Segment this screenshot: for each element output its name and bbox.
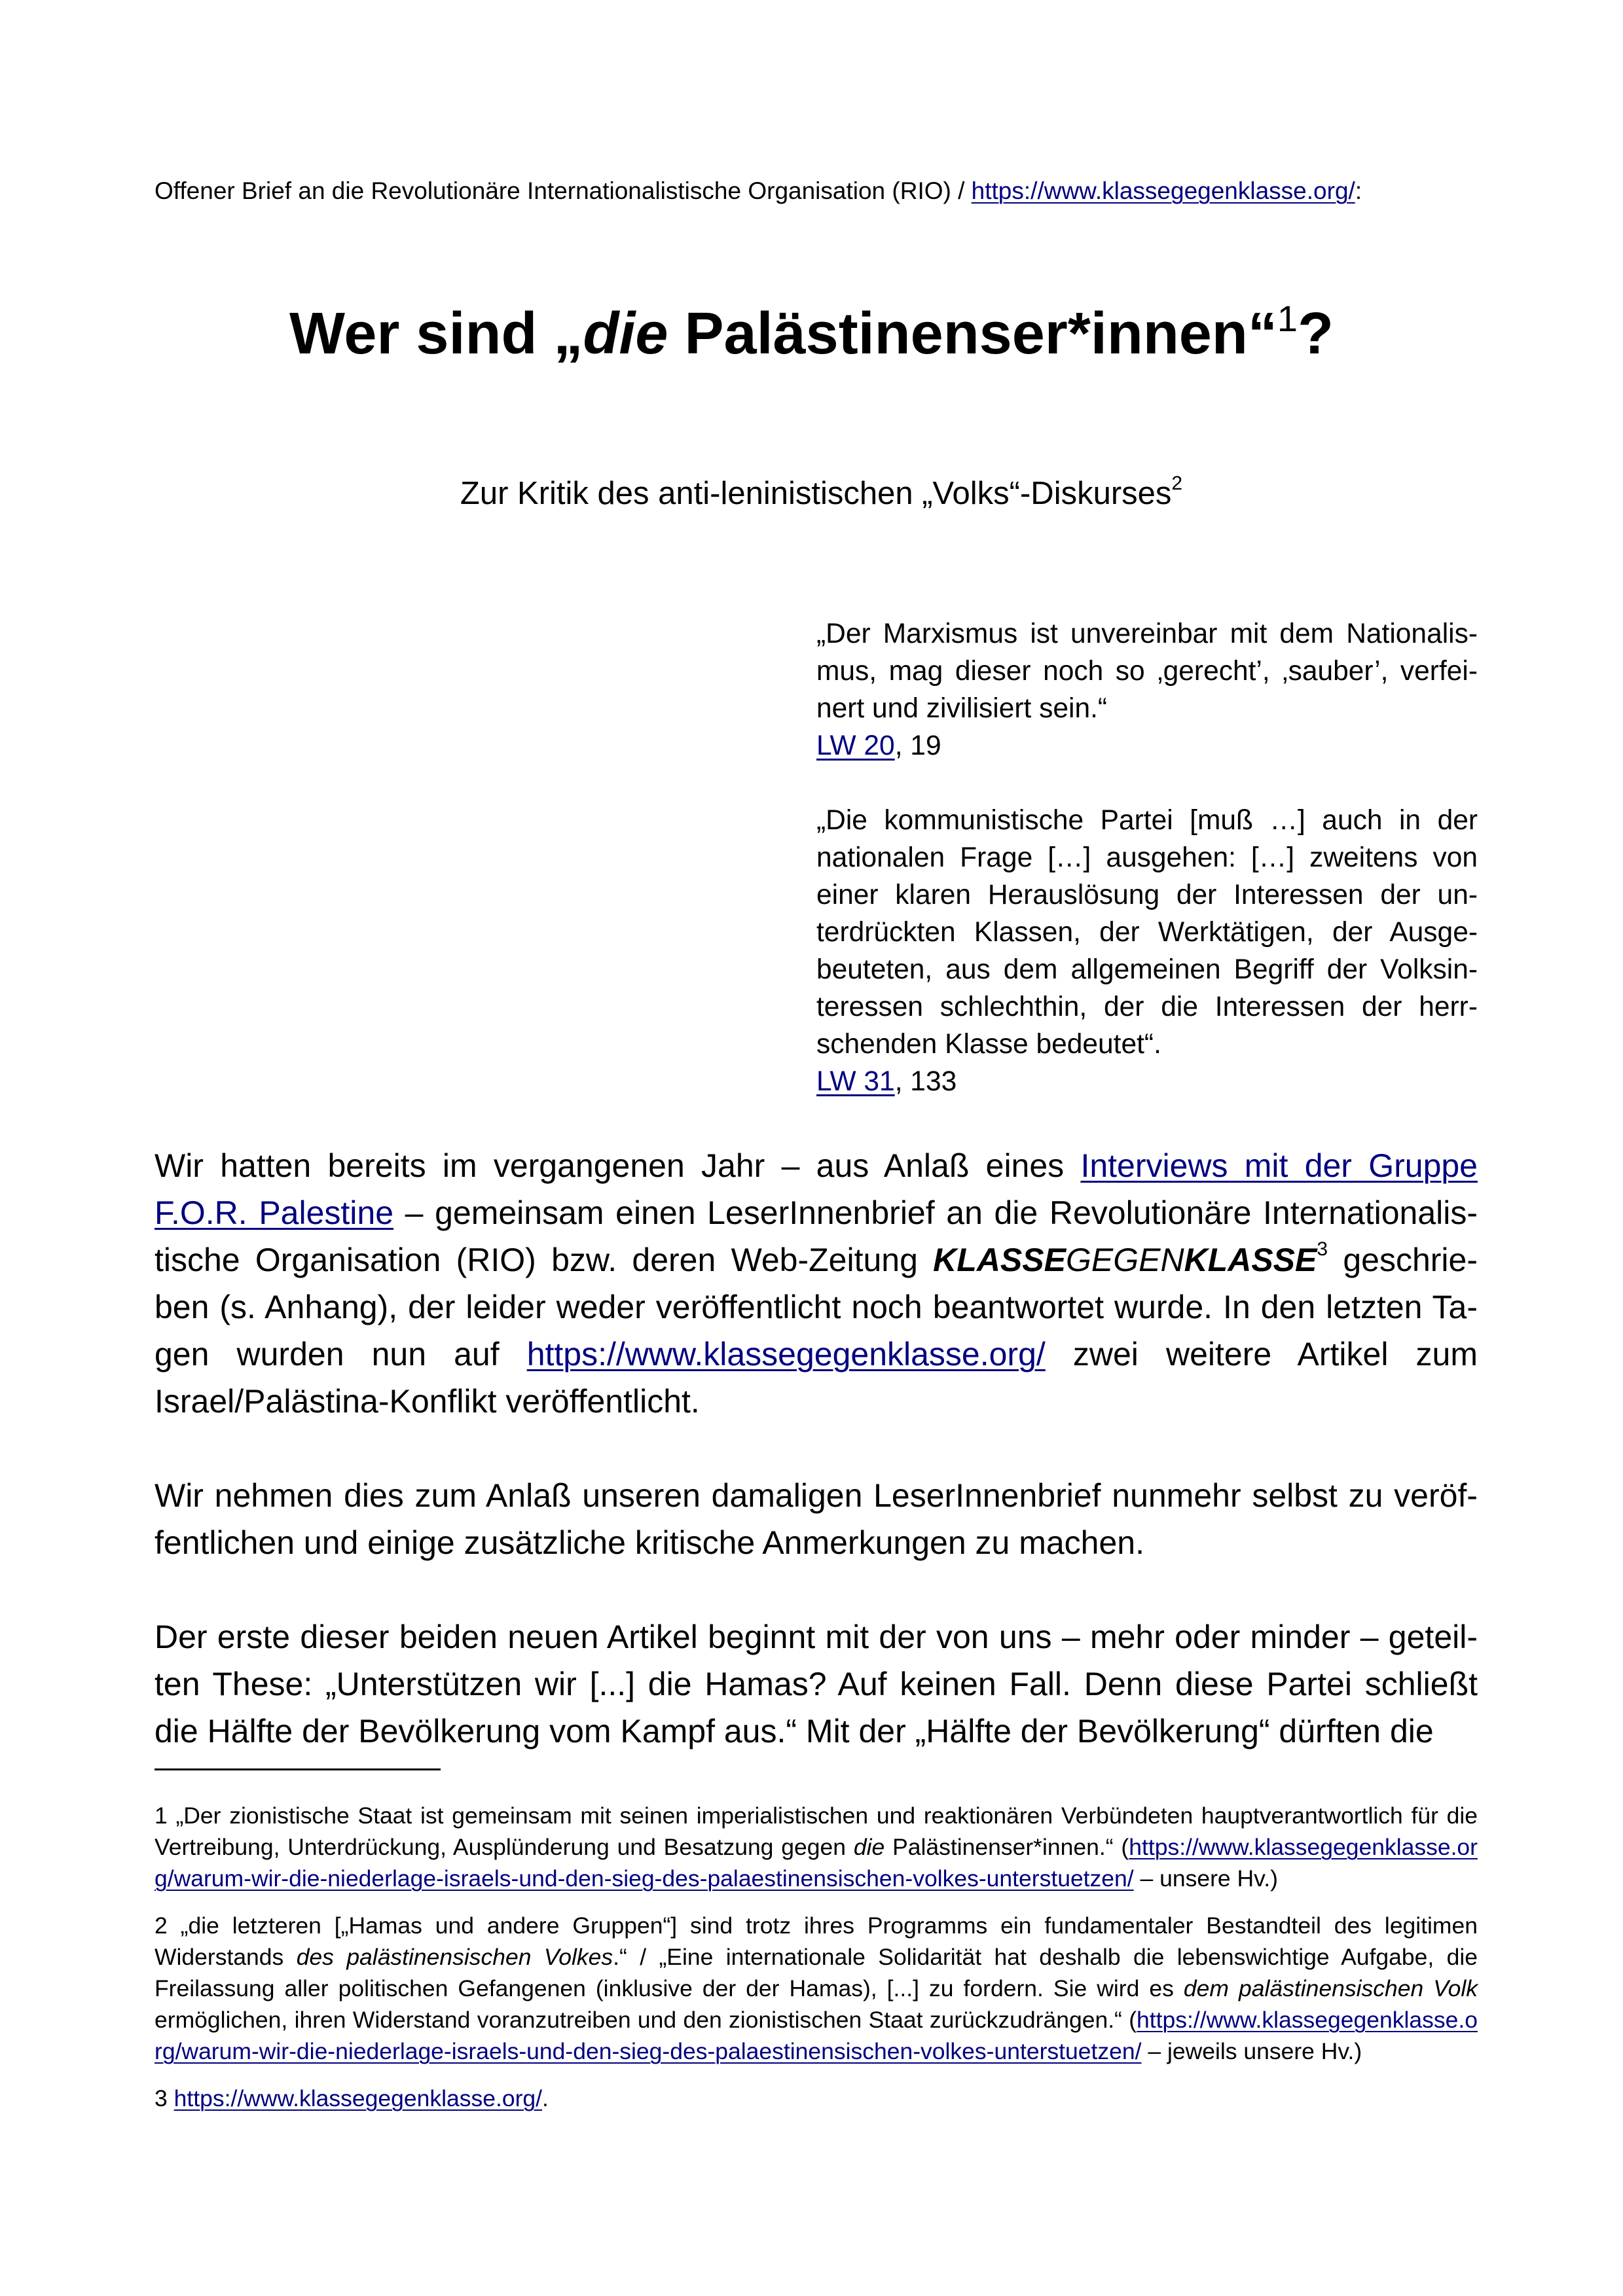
header-link[interactable]: https://www.klassegegenklasse.org/	[971, 177, 1355, 204]
footnote-1-italic: die	[853, 1834, 885, 1860]
footnote-3-number: 3	[155, 2085, 168, 2111]
page-title	[0, 295, 1623, 373]
footnote-1	[155, 1800, 1478, 1894]
footnote-1-text-2: Palästinenser*innen.“ (	[884, 1834, 1129, 1860]
footnote-ref-1[interactable]: 1	[1277, 298, 1298, 339]
paragraph-3: Der erste dieser beiden neuen Artikel beginnt mit der von uns – mehr oder minder – geteilten These: „Unterstützen wir [...] die Hamas? Auf keinen Fall. Denn diese Partei schließt die Hälfte der Bevölkerung vom Kampf aus.“ Mit der „Hälfte der Bevölkerung“ dürften die	[155, 1619, 1478, 1749]
footnote-3-link[interactable]: https://www.klassegegenklasse.org/	[173, 2085, 542, 2111]
footnote-2-number: 2	[155, 1912, 168, 1939]
paragraph-2: Wir nehmen dies zum Anlaß unseren damaligen LeserInnenbrief nunmehr selbst zu veröffentlichen und einige zusätzliche kritische Anmerkungen zu machen.	[155, 1477, 1478, 1561]
title-text-3: ?	[1297, 301, 1334, 367]
kgk-part-1: KLASSE	[933, 1242, 1066, 1278]
footnote-3	[155, 2083, 1478, 2114]
footnote-2-italic-2: dem palästinensischen Volk	[1183, 1975, 1478, 2001]
footnote-2-after: – jeweils unsere Hv.)	[1141, 2038, 1362, 2064]
footnote-ref-3[interactable]: 3	[1317, 1238, 1328, 1260]
quote-2-source-link[interactable]: LW 31	[816, 1066, 895, 1097]
footnote-3-after: .	[542, 2085, 549, 2111]
header-suffix: :	[1355, 177, 1362, 204]
footnote-1-link[interactable]: https://www.klassegegenklasse.org/warum-wir-die-niederlage-israels-und-den-sieg-des-palaestinensischen-volkes-unterstuetzen/	[155, 1834, 1478, 1892]
footnote-1-number: 1	[155, 1803, 168, 1829]
quote-1-source	[816, 727, 1478, 764]
paragraph-1	[155, 1142, 1478, 1425]
footnote-1-after: – unsere Hv.)	[1133, 1865, 1278, 1892]
footnotes	[155, 1800, 1478, 2130]
document-header	[155, 175, 1484, 207]
title-text-2: Palästinenser*innen“	[668, 301, 1277, 367]
kgk-part-3: KLASSE	[1184, 1242, 1317, 1278]
footnote-2-link[interactable]: https://www.klassegegenklasse.org/warum-wir-die-niederlage-israels-und-den-sieg-des-palaestinensischen-volkes-unterstuetzen/	[155, 2007, 1478, 2064]
p1-text-3: geschrieben (s. Anhang), der leider weder veröffentlicht noch beantwortet wurde. In den letzten Tagen wurden nun auf	[155, 1242, 1478, 1372]
body-text	[155, 1142, 1478, 1802]
footnote-ref-2[interactable]: 2	[1171, 473, 1183, 494]
subtitle	[0, 473, 1623, 514]
quote-2-page: , 133	[894, 1066, 957, 1097]
epigraph-quotes	[816, 615, 1478, 1100]
p1-text-1: Wir hatten bereits im vergangenen Jahr – aus Anlaß eines	[155, 1147, 1081, 1184]
interview-link[interactable]: Interviews mit der Gruppe F.O.R. Palestine	[155, 1147, 1478, 1231]
quote-2-source	[816, 1063, 1478, 1100]
footnote-1-text-1: „Der zionistische Staat ist gemeinsam mit seinen imperialistischen und reaktionären Verbündeten hauptverantwortlich für die Vertreibung, Unterdrückung, Ausplünderung und Besatzung gegen	[155, 1803, 1478, 1860]
quote-1-source-link[interactable]: LW 20	[816, 730, 895, 761]
klassegegenklasse-link[interactable]: https://www.klassegegenklasse.org/	[526, 1336, 1046, 1372]
title-italic: die	[583, 301, 668, 367]
footnote-2-text-2: .“ / „Eine internationale Solidarität hat deshalb die lebenswichtige Aufgabe, die Freilassung aller politischen Gefangenen (inklusive der der Hamas), [...] zu fordern. Sie wird es	[155, 1944, 1478, 2001]
p1-text-4: zwei weitere Artikel zum Israel/Palästina-Konflikt veröffentlicht.	[155, 1336, 1478, 1420]
footnote-2-text-1: „die letzteren [„Hamas und andere Gruppen“] sind trotz ihres Programms ein fundamentaler Bestandteil des legitimen Widerstands	[155, 1912, 1478, 1970]
title-text-1: Wer sind „	[289, 301, 583, 367]
subtitle-text: Zur Kritik des anti-leninistischen „Volks“-Diskurses	[460, 476, 1172, 511]
quote-1: „Der Marxismus ist unvereinbar mit dem Nationalismus, mag dieser noch so ‚gerecht’, ‚sauber’, verfeinert und zivilisiert sein.“	[816, 619, 1478, 724]
quote-1-page: , 19	[894, 730, 941, 761]
kgk-part-2: GEGEN	[1065, 1242, 1184, 1278]
footnote-2-text-3: ermöglichen, ihren Widerstand voranzutreiben und den zionistischen Staat zurückzudrängen.“ (	[155, 2007, 1137, 2033]
footnote-2	[155, 1910, 1478, 2067]
footnote-2-italic-1: des palästinensischen Volkes	[296, 1944, 613, 1970]
footnote-separator	[155, 1768, 441, 1770]
p1-text-2: – gemeinsam einen LeserInnenbrief an die Revolutionäre Internationalistische Organisation (RIO) bzw. deren Web-Zeitung	[155, 1194, 1478, 1278]
header-text: Offener Brief an die Revolutionäre Internationalistische Organisation (RIO) /	[155, 177, 972, 204]
quote-2: „Die kommunistische Partei [muß …] auch in der nationalen Frage […] ausgehen: […] zweitens von einer klaren Herauslösung der Interessen der unterdrückten Klassen, der Werktätigen, der Ausgebeuteten, aus dem allgemeinen Begriff der Volksinteressen schlechthin, der die Interessen der herrschenden Klasse bedeutet“.	[816, 805, 1478, 1060]
